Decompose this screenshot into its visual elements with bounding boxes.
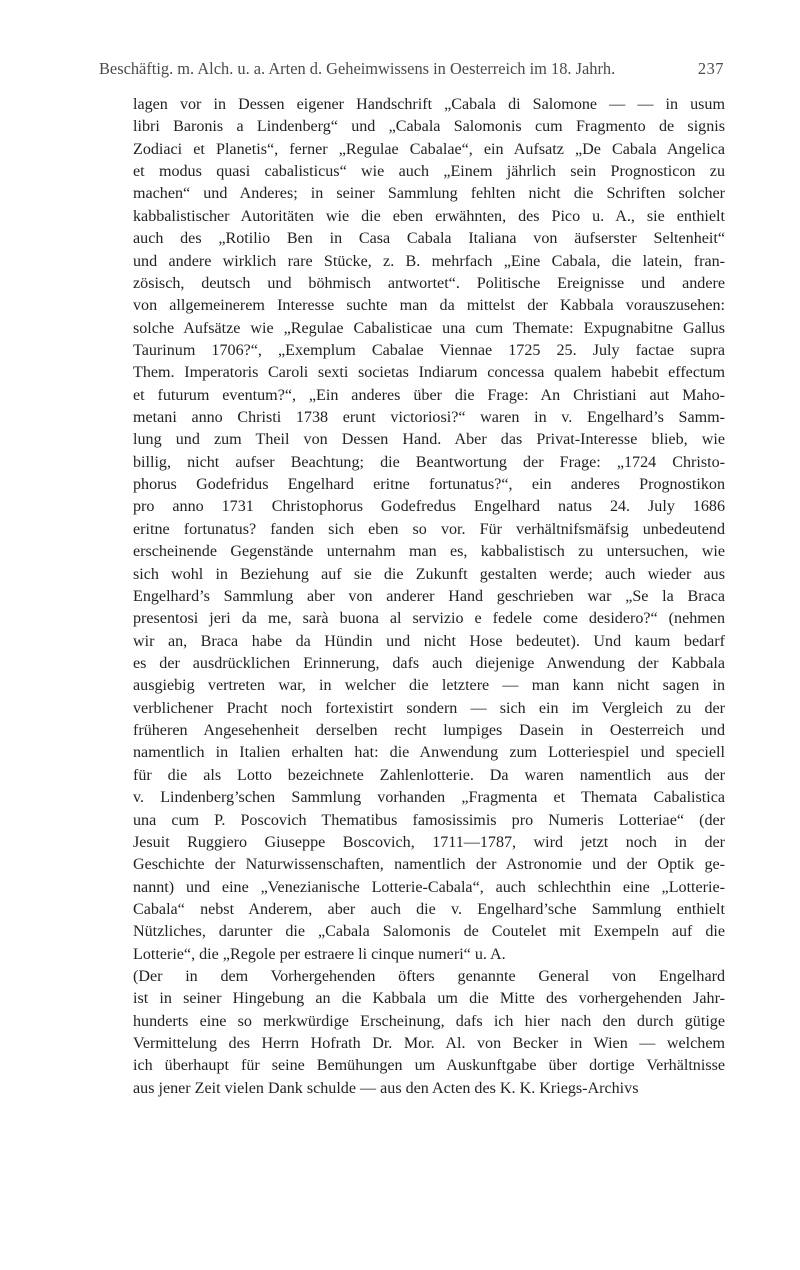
text-line: pro anno 1731 Christophorus Godefredus Engelhard natus 24. July 1686	[133, 498, 725, 516]
text-line: ausgiebig vertreten war, in welcher die letztere — man kann nicht sagen in	[133, 677, 725, 695]
text-line: verblichener Pracht noch fortexistirt sondern — sich ein im Vergleich zu der	[133, 699, 725, 717]
text-line: Jesuit Ruggiero Giuseppe Boscovich, 1711—1787, wird jetzt noch in der	[133, 833, 725, 851]
text-line: Lotterie“, die „Regole per estraere li cinque numeri“ u. A.	[133, 945, 506, 963]
text-line: machen“ und Anderes; in seiner Sammlung fehlten nicht die Schriften solcher	[133, 185, 725, 203]
text-line: zösisch, deutsch und böhmisch antwortet“. Politische Ereignisse und andere	[133, 274, 725, 292]
text-line: erscheinende Gegenstände unternahm man es, kabbalistisch zu untersuchen, wie	[133, 543, 725, 561]
text-line: für die als Lotto bezeichnete Zahlenlotterie. Da waren namentlich aus der	[133, 766, 725, 784]
body-text	[133, 94, 725, 1100]
text-line: Cabala“ nebst Anderem, aber auch die v. Engelhard’sche Sammlung enthielt	[133, 900, 725, 918]
text-line: una cum P. Poscovich Thematibus famosissimis pro Numeris Lotteriae“ (der	[133, 811, 725, 829]
text-line: von allgemeinerem Interesse suchte man da mittelst der Kabbala vorauszusehen:	[133, 297, 725, 315]
text-line: Zodiaci et Planetis“, ferner „Regulae Cabalae“, ein Aufsatz „De Cabala Angelica	[133, 140, 725, 158]
text-line: lagen vor in Dessen eigener Handschrift „Cabala di Salomone — — in usum	[133, 96, 725, 113]
running-header-title: Beschäftig. m. Alch. u. a. Arten d. Geheimwissens in Oesterreich im 18. Jahrh.	[99, 59, 616, 78]
text-line: hunderts eine so merkwürdige Erscheinung, dafs ich hier nach den durch gütige	[133, 1012, 725, 1030]
text-line: sich wohl in Beziehung auf sie die Zukunft gestalten werde; auch wieder aus	[133, 565, 725, 583]
text-line: ich überhaupt für seine Bemühungen um Auskunftgabe über dortige Verhältnisse	[133, 1057, 725, 1075]
page-number: 237	[697, 59, 724, 78]
text-line: kabbalistischer Autoritäten wie die eben erwähnten, des Pico u. A., sie enthielt	[133, 207, 725, 225]
text-line: wir an, Braca habe da Hündin und nicht Hose bedeutet). Und kaum bedarf	[133, 632, 725, 650]
text-line: aus jener Zeit vielen Dank schulde — aus den Acten des K. K. Kriegs-Archivs	[133, 1079, 639, 1097]
text-line: früheren Angesehenheit derselben recht lumpiges Dasein in Oesterreich und	[133, 722, 725, 740]
text-line: v. Lindenberg’schen Sammlung vorhanden „Fragmenta et Themata Cabalistica	[133, 789, 725, 807]
running-header	[97, 58, 723, 80]
text-line: Them. Imperatoris Caroli sexti societas Indiarum concessa qualem habebit effectum	[133, 364, 725, 382]
text-line: nannt) und eine „Venezianische Lotterie-Cabala“, auch schlechthin eine „Lotterie-	[133, 878, 725, 896]
text-line: eritne fortunatus? fanden sich eben so vor. Für verhältnifsmäfsig unbedeutend	[133, 520, 725, 538]
text-line: es der ausdrücklichen Erinnerung, dafs auch diejenige Anwendung der Kabbala	[133, 654, 725, 672]
text-line: libri Baronis a Lindenberg“ und „Cabala Salomonis cum Fragmento de signis	[133, 118, 725, 136]
text-line: metani anno Christi 1738 erunt victoriosi?“ waren in v. Engelhard’s Samm-	[133, 409, 725, 427]
text-line: Vermittelung des Herrn Hofrath Dr. Mor. Al. von Becker in Wien — welchem	[133, 1035, 725, 1053]
document-page	[97, 58, 723, 1100]
text-line: auch des „Rotilio Ben in Casa Cabala Italiana von äufserster Seltenheit“	[133, 230, 725, 248]
text-line: Engelhard’s Sammlung aber von anderer Hand geschrieben war „Se la Braca	[133, 587, 725, 605]
text-line: und andere wirklich rare Stücke, z. B. mehrfach „Eine Cabala, die latein, fran-	[133, 252, 725, 270]
text-line: presentosi jeri da me, sarà buona al servizio e fedele come desidero?“ (nehmen	[133, 610, 725, 628]
text-line: et futurum eventum?“, „Ein anderes über die Frage: An Christiani aut Maho-	[133, 386, 725, 404]
text-line: billig, nicht aufser Beachtung; die Beantwortung der Frage: „1724 Christo-	[133, 453, 725, 471]
text-line: solche Aufsätze wie „Regulae Cabalisticae una cum Themate: Expugnabitne Gallus	[133, 319, 725, 337]
text-line: Taurinum 1706?“, „Exemplum Cabalae Viennae 1725 25. July factae supra	[133, 341, 725, 359]
text-line: Nützliches, darunter die „Cabala Salomonis de Coutelet mit Exempeln auf die	[133, 923, 725, 941]
text-line: (Der in dem Vorhergehenden öfters genannte General von Engelhard	[133, 968, 725, 986]
text-line: lung und zum Theil von Dessen Hand. Aber das Privat-Interesse blieb, wie	[133, 431, 725, 449]
text-line: phorus Godefridus Engelhard eritne fortunatus?“, ein anderes Prognostikon	[133, 476, 725, 494]
text-line: ist in seiner Hingebung an die Kabbala um die Mitte des vorhergehenden Jahr-	[133, 990, 725, 1008]
text-line: Geschichte der Naturwissenschaften, namentlich der Astronomie und der Optik ge-	[133, 856, 725, 874]
text-line: et modus quasi cabalisticus“ wie auch „Einem jährlich sein Prognosticon zu	[133, 163, 725, 181]
text-line: namentlich in Italien erhalten hat: die Anwendung zum Lotteriespiel und speciell	[133, 744, 725, 762]
